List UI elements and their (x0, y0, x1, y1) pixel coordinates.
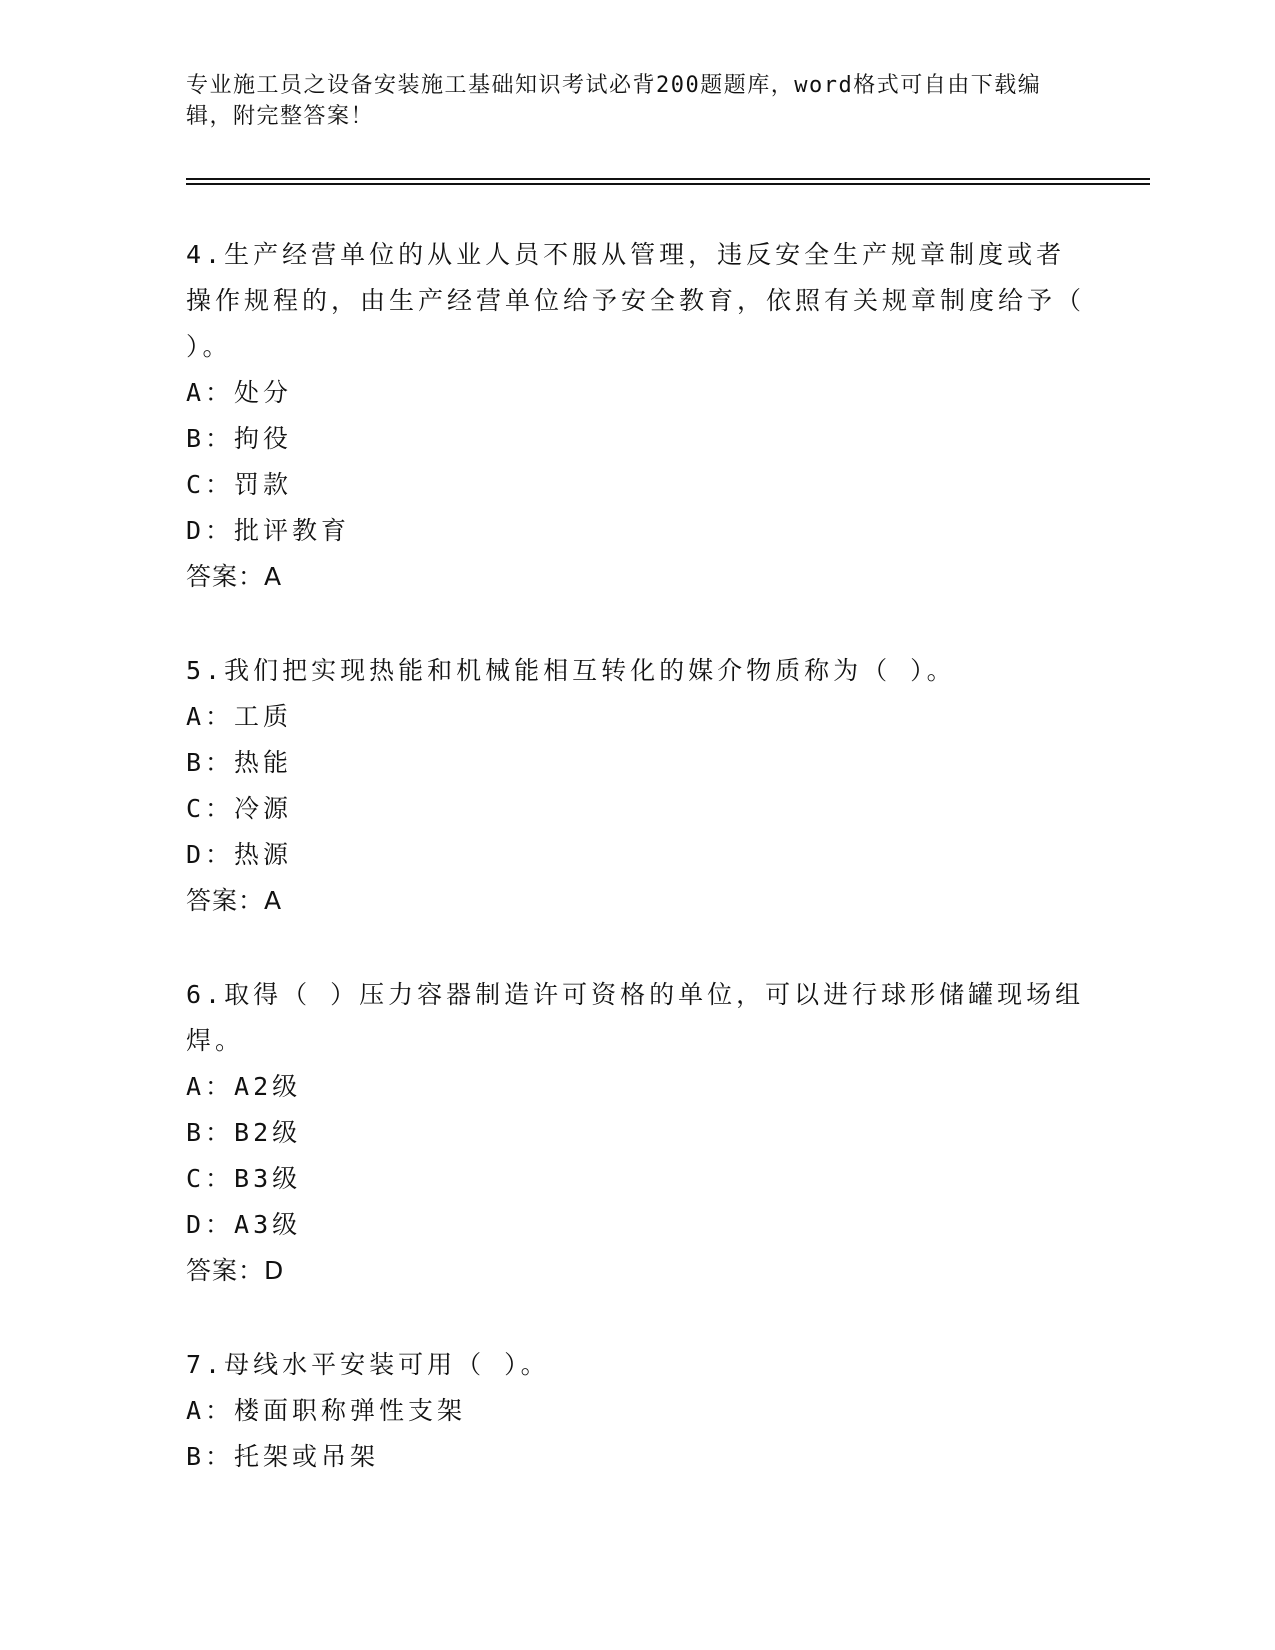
header-divider-bottom (186, 183, 1150, 185)
option-b: B：热能 (186, 748, 293, 777)
option-a: A：工质 (186, 702, 293, 731)
document-header: 专业施工员之设备安装施工基础知识考试必背200题题库，word格式可自由下载编辑，附完整答案！ (186, 73, 1042, 129)
option-a: A：楼面职称弹性支架 (186, 1396, 467, 1425)
option-d: D：A3级 (186, 1210, 302, 1239)
answer-line: 答案：A (186, 886, 283, 915)
question-6 (186, 972, 1086, 1294)
option-c: C：B3级 (186, 1164, 302, 1193)
question-4 (186, 232, 1086, 600)
option-c: C：冷源 (186, 794, 293, 823)
question-7 (186, 1342, 1086, 1480)
option-b: B：托架或吊架 (186, 1442, 380, 1471)
question-stem: 4.生产经营单位的从业人员不服从管理，违反安全生产规章制度或者操作规程的，由生产经营单位给予安全教育，依照有关规章制度给予（ ）。 (186, 240, 1086, 361)
option-a: A：A2级 (186, 1072, 302, 1101)
option-d: D：批评教育 (186, 516, 351, 545)
option-d: D：热源 (186, 840, 293, 869)
option-b: B：拘役 (186, 424, 293, 453)
answer-line: 答案：D (186, 1256, 285, 1285)
option-b: B：B2级 (186, 1118, 302, 1147)
option-a: A：处分 (186, 378, 293, 407)
question-stem: 7.母线水平安装可用（ ）。 (186, 1350, 550, 1379)
option-c: C：罚款 (186, 470, 293, 499)
question-list (186, 232, 1086, 1528)
answer-line: 答案：A (186, 562, 283, 591)
question-stem: 6.取得（ ）压力容器制造许可资格的单位，可以进行球形储罐现场组焊。 (186, 980, 1085, 1055)
question-5 (186, 648, 1086, 924)
question-stem: 5.我们把实现热能和机械能相互转化的媒介物质称为（ ）。 (186, 656, 956, 685)
header-divider-top (186, 178, 1150, 180)
